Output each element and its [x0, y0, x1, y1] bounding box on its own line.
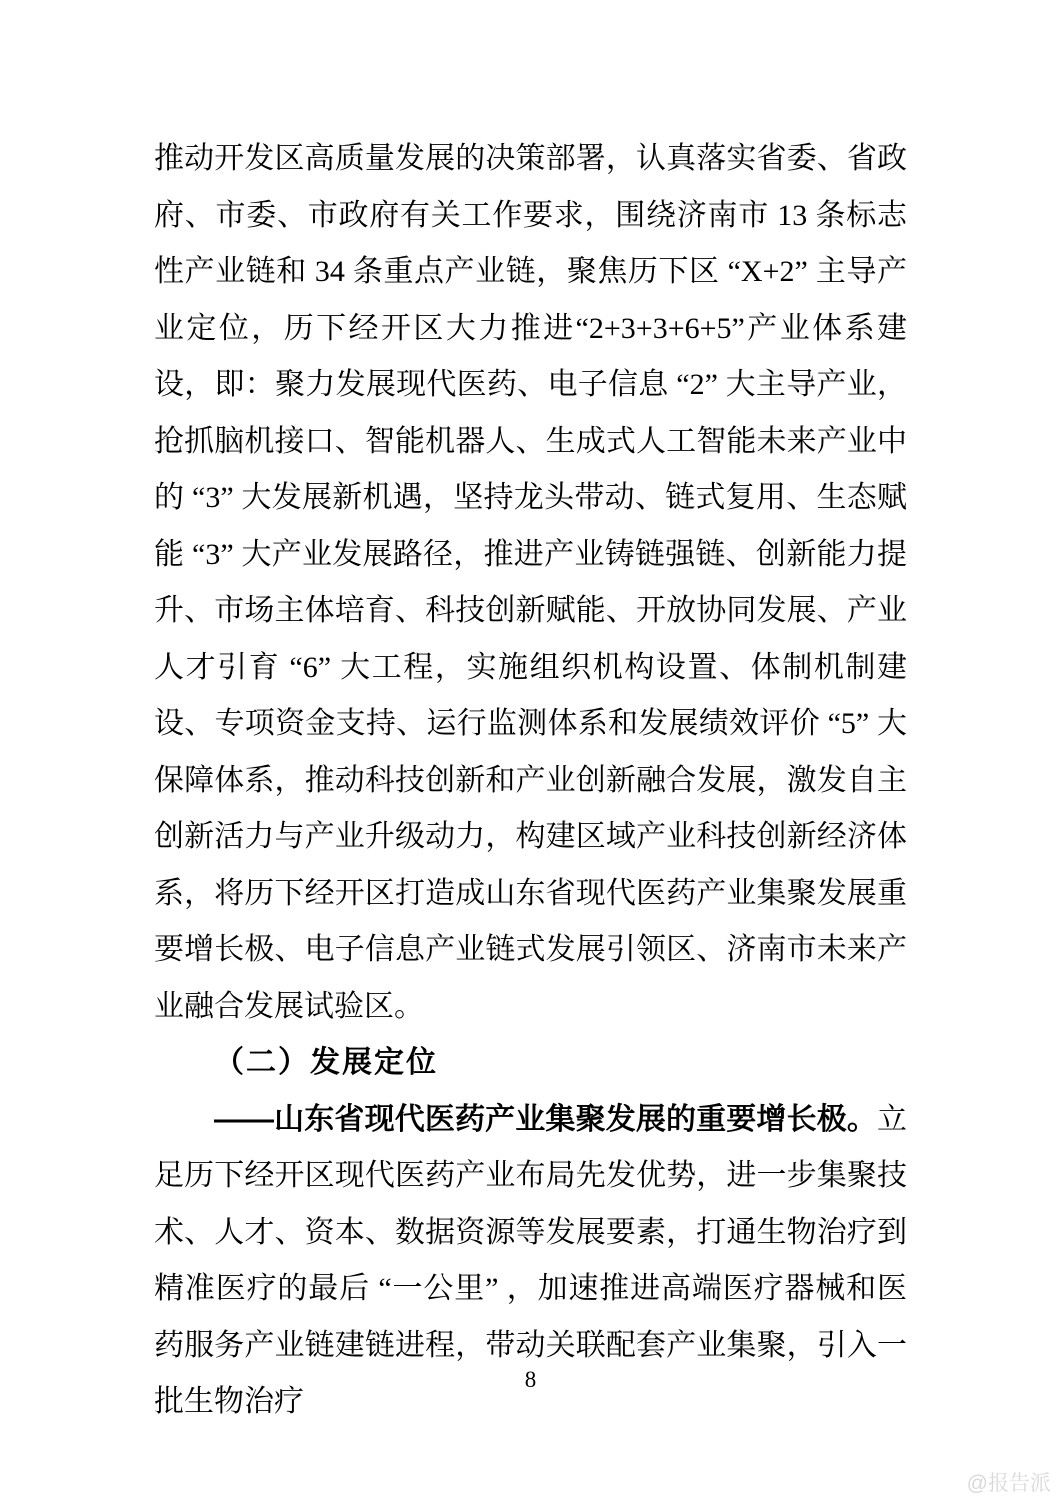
- section-heading-development-position: （二）发展定位: [214, 1046, 438, 1079]
- paragraph-continuation: 推动开发区高质量发展的决策部署，认真落实省委、省政府、市委、市政府有关工作要求，围绕济南市 13 条标志性产业链和 34 条重点产业链，聚焦历下区 “X+2” 主导产业定位，历下经开区大力推进“2+3+3+6+5”产业体系建设，即：聚力发展现代医药、电子信息 “2” 大主导产业，抢抓脑机接口、智能机器人、生成式人工智能未来产业中的 “3” 大发展新机遇，坚持龙头带动、链式复用、生态赋能 “3” 大产业发展路径，推进产业铸链强链、创新能力提升、市场主体培育、科技创新赋能、开放协同发展、产业人才引育 “6” 大工程，实施组织机构设置、体制机制建设、专项资金支持、运行监测体系和发展绩效评价 “5” 大保障体系，推动科技创新和产业创新融合发展，激发自主创新活力与产业升级动力，构建区域产业科技创新经济体系，将历下经开区打造成山东省现代医药产业集聚发展重要增长极、电子信息产业链式发展引领区、济南市未来产业融合发展试验区。: [154, 142, 907, 1023]
- document-body: [154, 131, 907, 1431]
- watermark: @报告派: [966, 1472, 1051, 1495]
- paragraph-lead-bold: ——山东省现代医药产业集聚发展的重要增长极。: [214, 1102, 877, 1136]
- paragraph-lead-rest: 立足历下经开区现代医药产业布局先发优势，进一步集聚技术、人才、资本、数据资源等发展要素，打通生物治疗到精准医疗的最后 “一公里” ，加速推进高端医疗器械和医药服务产业链建链进程，带动关联配套产业集聚，引入一批生物治疗: [154, 1102, 907, 1418]
- page-number: 8: [524, 1367, 537, 1392]
